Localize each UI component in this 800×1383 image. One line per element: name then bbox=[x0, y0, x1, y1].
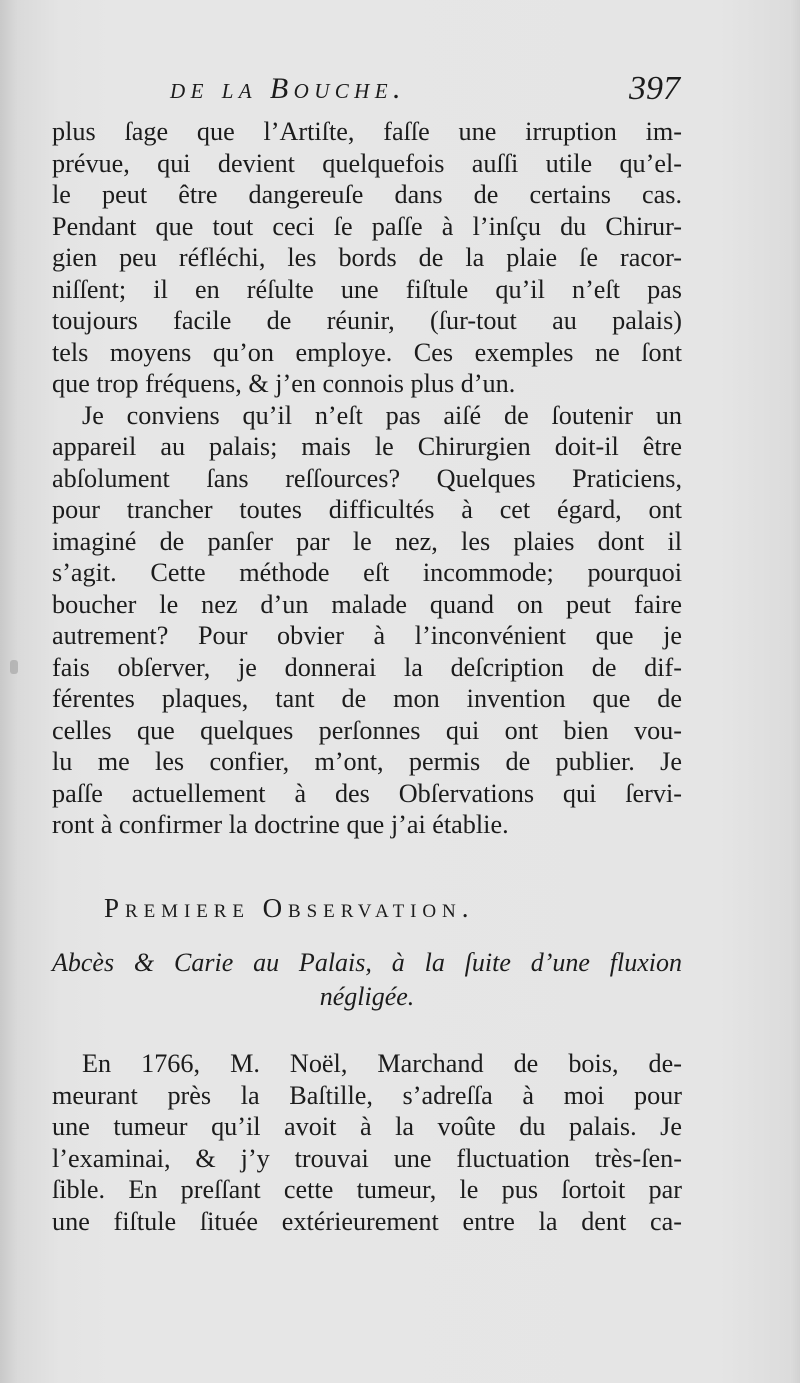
text-line: toujours facile de réunir, (ſur-tout au palais) bbox=[52, 306, 682, 335]
text-line: niſſent; il en réſulte une fiſtule qu’il n’eſt pas bbox=[52, 274, 682, 304]
observation-title bbox=[52, 946, 682, 1014]
text-line: ſible. En preſſant cette tumeur, le pus ſortoit par bbox=[52, 1175, 682, 1204]
text-line: une fiſtule ſituée extérieurement entre la dent ca- bbox=[52, 1206, 682, 1236]
text-line: le peut être dangereuſe dans de certains cas. bbox=[52, 180, 682, 209]
text-line: imaginé de panſer par le nez, les plaies dont il bbox=[52, 526, 682, 556]
text-line: lu me les confier, m’ont, permis de publier. Je bbox=[52, 747, 682, 776]
text-line: tels moyens qu’on employe. Ces exemples ne ſont bbox=[52, 337, 682, 367]
text-line: pour trancher toutes difficultés à cet égard, ont bbox=[52, 495, 682, 524]
section-heading: Premiere Observation. bbox=[104, 893, 475, 923]
text-line: autrement? Pour obvier à l’inconvénient que je bbox=[52, 621, 682, 650]
text-line: paſſe actuellement à des Obſervations qui ſervi- bbox=[52, 778, 682, 808]
text-line: que trop fréquens, & j’en connois plus d’un. bbox=[52, 369, 516, 398]
text-line: plus ſage que l’Artiſte, faſſe une irruption im- bbox=[52, 117, 682, 146]
text-line: férentes plaques, tant de mon invention que de bbox=[52, 684, 682, 713]
text-line: appareil au palais; mais le Chirurgien doit-il être bbox=[52, 432, 682, 461]
observation-title-line: Abcès & Carie au Palais, à la ſuite d’une fluxion bbox=[52, 948, 682, 977]
text-line: s’agit. Cette méthode eſt incommode; pourquoi bbox=[52, 558, 682, 587]
running-title: de la Bouche. bbox=[170, 72, 406, 105]
text-line: Je conviens qu’il n’eſt pas aiſé de ſoutenir un bbox=[82, 400, 682, 430]
page-number: 397 bbox=[629, 70, 680, 107]
page-header bbox=[170, 68, 680, 112]
main-text bbox=[52, 116, 682, 841]
text-line: meurant près la Baſtille, s’adreſſa à moi pour bbox=[52, 1080, 682, 1110]
text-line: l’examinai, & j’y trouvai une fluctuation très-ſen- bbox=[52, 1143, 682, 1173]
observation-title-line: négligée. bbox=[319, 982, 415, 1011]
text-line: Pendant que tout ceci ſe paſſe à l’inſçu du Chirur- bbox=[52, 211, 682, 241]
text-line: abſolument ſans reſſources? Quelques Praticiens, bbox=[52, 463, 682, 493]
text-line: En 1766, M. Noël, Marchand de bois, de- bbox=[82, 1049, 682, 1078]
gutter-smudge bbox=[10, 660, 18, 674]
text-line: fais obſerver, je donnerai la deſcription de dif- bbox=[52, 652, 682, 682]
observation-text bbox=[52, 1048, 682, 1237]
text-line: prévue, qui devient quelquefois auſſi utile qu’el- bbox=[52, 148, 682, 178]
text-line: une tumeur qu’il avoit à la voûte du palais. Je bbox=[52, 1112, 682, 1141]
text-line: celles que quelques perſonnes qui ont bien vou- bbox=[52, 715, 682, 745]
text-line: ront à confirmer la doctrine que j’ai établie. bbox=[52, 810, 509, 839]
text-line: boucher le nez d’un malade quand on peut faire bbox=[52, 589, 682, 619]
text-line: gien peu réfléchi, les bords de la plaie ſe racor- bbox=[52, 243, 682, 272]
